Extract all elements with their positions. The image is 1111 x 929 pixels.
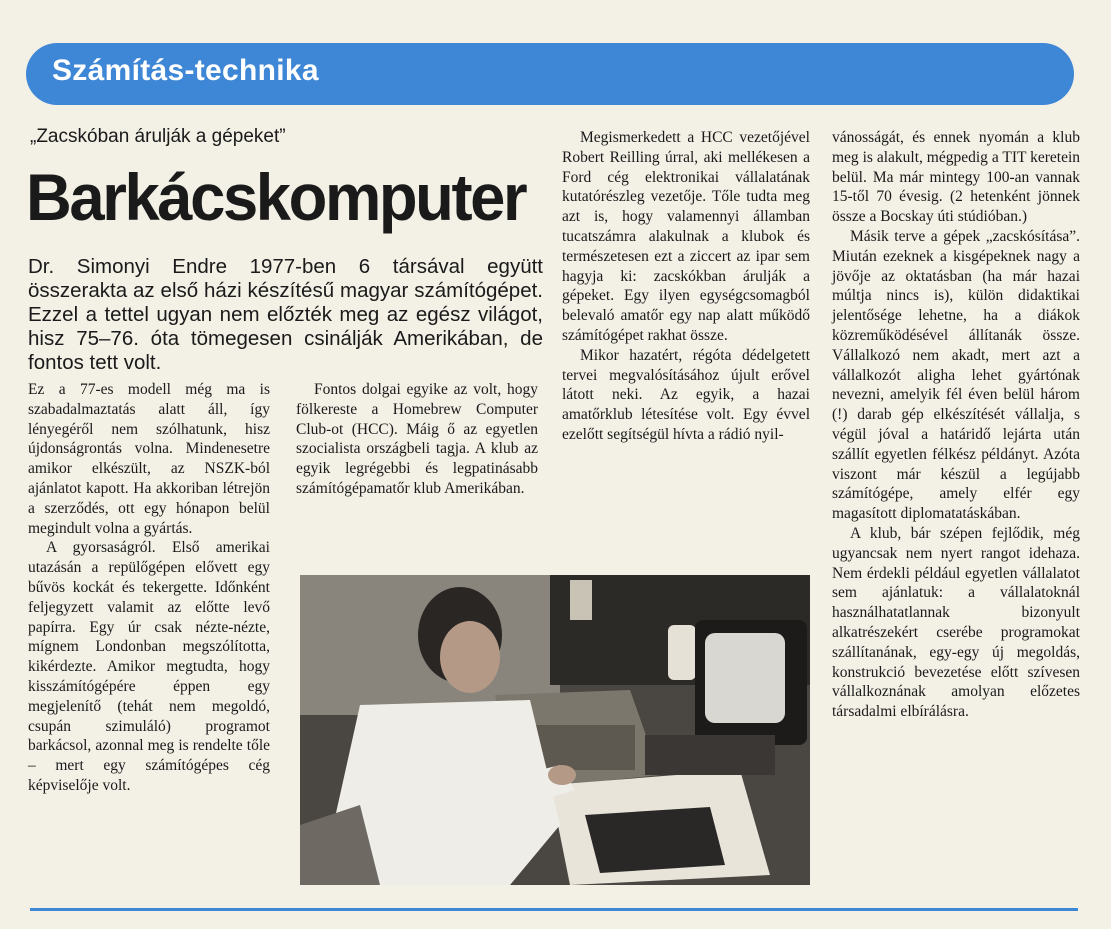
paragraph: Fontos dolgai egyike az volt, hogy fölkereste a Homebrew Computer Club-ot (HCC). Máig ő az egyetlen szocialista országbeli tagja. A klub az egyik legrégebbi és legpatinásabb számítógépamatőr klub Amerikában. (296, 381, 538, 497)
text-column-4 (832, 128, 1080, 722)
text-column-2 (296, 380, 538, 499)
paragraph: Megismerkedett a HCC vezetőjével Robert Reilling úrral, aki mellékesen a Ford cég elektronikai vállalatának kutatórészleg vezetője. Tőle tudta meg azt is, hogy valamennyi államban tucatszámra alakulnak a klubok és természetesen ezt a ziccert az ipar sem hagyja ki: zacskókban árulják a gépeket. Egy ilyen egységcsomagból belevaló amatőr egy nap alatt működő számítógépet rakhat össze. (562, 129, 810, 344)
paragraph: A gyorsaságról. Első amerikai utazásán a repülőgépen elővett egy bűvös kockát és tekergette. Időnként feljegyzett valamit az előtte levő papírra. Egy úr csak nézte-nézte, mígnem Londonban megszólította, kikérdezte. Amikor megtudta, hogy kisszámítógépére éppen egy megjelenítő (tehát nem megoldó, csupán szimuláló) programot barkácsol, azonnal meg is rendelte tőle – mert egy számítógépes cég képviselője volt. (28, 539, 270, 794)
text-column-1 (28, 380, 270, 796)
text-column-3 (562, 128, 810, 445)
paragraph: Ez a 77-es modell még ma is szabadalmaztatás alatt áll, így lényegéről nem szólhatunk, hisz újdonságrontás volna. Mindenesetre amikor elkészült, az NSZK-ból ajánlatot kapott. Ha akkoriban létrejön a szerződés, ott egy hónapon belül megindult volna a gyártás. (28, 381, 270, 537)
paragraph: vánosságát, és ennek nyomán a klub meg is alakult, mégpedig a TIT keretein belül. Ma már mintegy 100-an vannak 15-től 70 évesig. (2 hetenként jönnek össze a Bocskay úti stúdióban.) (832, 129, 1080, 226)
paragraph: Mikor hazatért, régóta dédelgetett tervei megvalósításához újult erővel látott neki. Az egyik, a hazai amatőrklub létesítése volt. Egy évvel ezelőtt segítségül hívta a rádió nyil- (562, 346, 810, 443)
section-header-bar (26, 43, 1074, 105)
article-headline: Barkácskomputer (26, 160, 526, 234)
article-lead: Dr. Simonyi Endre 1977-ben 6 társával együtt összerakta az első házi készítésű magyar számítógépet. Ezzel a tettel ugyan nem előzték meg az egész világot, hisz 75–76. óta tömegesen csinálják Amerikában, de fontos tett volt. (28, 255, 543, 374)
paragraph: Másik terve a gépek „zacskósítása”. Miután ezeknek a kisgépeknek nagy a jövője az oktatásban (ha már hazai múltja nincs is), külön didaktikai jelentősége lehetne, ha a diákok közreműködésével állítanák össze. Vállalkozó nem akadt, mert azt a vállalkozót aligha lehet gyártónak nevezni, amelyik fél éven belül három (!) darab gép elkészítését vállalja, s végül jóval a határidő lejárta után szállít egyetlen félkész példányt. Azóta viszont már készül a legújabb számítógépe, amely elfér egy magasított diplomatatáskában. (832, 227, 1080, 523)
section-title: Számítás-technika (52, 54, 319, 87)
paragraph: A klub, bár szépen fejlődik, még ugyancsak nem nyert rangot idehaza. Nem érdekli például egyetlen vállalatot sem ajánlatuk: a vállalatoknál használhatatlannak bizonyult alkatrészekért cserébe programokat szállítanának, egy-egy új megoldás, konstrukció bevezetése előtt szívesen vállalkoznának amolyan előzetes társadalmi elbírálásra. (832, 524, 1080, 721)
article-kicker: „Zacskóban árulják a gépeket” (30, 126, 286, 147)
bottom-divider (30, 908, 1078, 911)
photo-illustration (300, 575, 810, 885)
article-photo (300, 575, 810, 885)
